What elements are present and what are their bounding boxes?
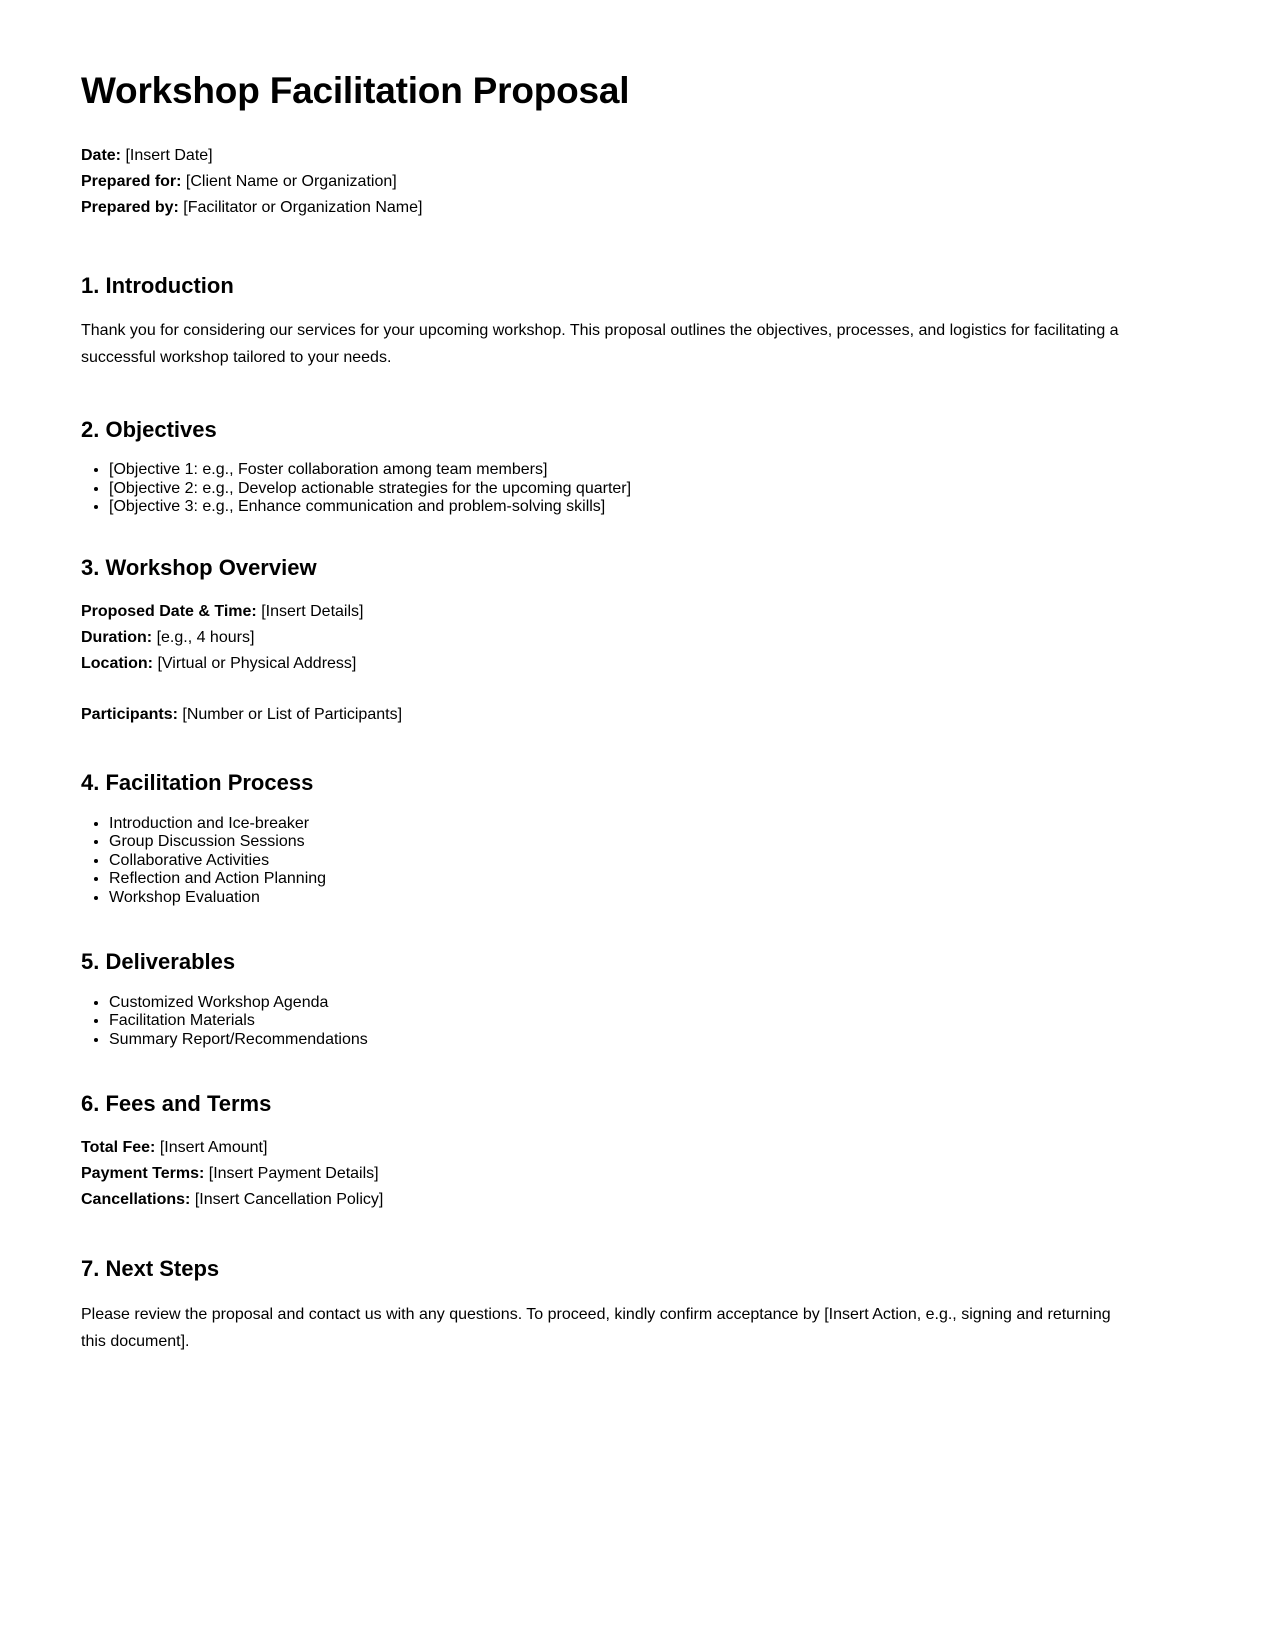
detail-value-proposed-date-time: [Insert Details] bbox=[261, 603, 364, 621]
detail-row-total-fee bbox=[81, 1135, 1182, 1161]
detail-label-location: Location: bbox=[81, 655, 153, 673]
metadata-row-prepared-for bbox=[81, 169, 1182, 195]
detail-label-proposed-date-time: Proposed Date & Time: bbox=[81, 603, 257, 621]
section-paragraph-introduction: Thank you for considering our services for your upcoming workshop. This proposal outlines the objectives, processes, and logistics for facilitating a successful workshop tailored to your needs. bbox=[81, 321, 1119, 366]
section-paragraph-next-steps: Please review the proposal and contact us with any questions. To proceed, kindly confirm acceptance by [Insert Action, e.g., signing and returning this document]. bbox=[81, 1305, 1111, 1350]
section-heading-introduction: 1. Introduction bbox=[81, 272, 234, 298]
fees-and-terms-details bbox=[81, 1135, 1182, 1213]
list-item: • Group Discussion Sessions bbox=[109, 833, 1182, 852]
section-heading-objectives: 2. Objectives bbox=[81, 416, 217, 442]
metadata-value-prepared-for: [Client Name or Organization] bbox=[185, 172, 397, 190]
detail-row-location bbox=[81, 651, 1182, 677]
detail-label-cancellations: Cancellations: bbox=[81, 1191, 191, 1209]
detail-value-participants: [Number or List of Participants] bbox=[182, 706, 403, 724]
detail-label-participants: Participants: bbox=[81, 706, 178, 724]
detail-label-total-fee: Total Fee: bbox=[81, 1139, 156, 1157]
facilitation-process-list bbox=[81, 815, 1182, 908]
metadata-value-date: [Insert Date] bbox=[125, 146, 213, 164]
detail-row-payment-terms bbox=[81, 1161, 1182, 1187]
list-item: • Summary Report/Recommendations bbox=[109, 1031, 1182, 1050]
workshop-overview-details bbox=[81, 599, 1182, 677]
list-item: • Customized Workshop Agenda bbox=[109, 994, 1182, 1013]
list-item: • Workshop Evaluation bbox=[109, 889, 1182, 908]
section-heading-facilitation-process: 4. Facilitation Process bbox=[81, 770, 314, 796]
list-item: • [Objective 1: e.g., Foster collaboration among team members] bbox=[109, 461, 1182, 480]
section-heading-next-steps: 7. Next Steps bbox=[81, 1256, 220, 1282]
detail-value-cancellations: [Insert Cancellation Policy] bbox=[194, 1191, 384, 1209]
metadata-label-prepared-by: Prepared by: bbox=[81, 198, 179, 216]
section-facilitation-process bbox=[81, 770, 1182, 907]
detail-row-proposed-date-time bbox=[81, 599, 1182, 625]
list-item: • Collaborative Activities bbox=[109, 852, 1182, 871]
detail-value-duration: [e.g., 4 hours] bbox=[156, 629, 255, 647]
section-objectives bbox=[81, 417, 1182, 517]
section-heading-workshop-overview: 3. Workshop Overview bbox=[81, 554, 317, 580]
metadata-label-prepared-for: Prepared for: bbox=[81, 172, 182, 190]
detail-label-duration: Duration: bbox=[81, 629, 153, 647]
document-metadata bbox=[81, 143, 1182, 221]
section-workshop-overview bbox=[81, 555, 1182, 728]
detail-row-cancellations bbox=[81, 1187, 1182, 1213]
section-introduction bbox=[81, 273, 1182, 371]
objectives-list bbox=[81, 461, 1182, 517]
list-item: • [Objective 2: e.g., Develop actionable strategies for the upcoming quarter] bbox=[109, 480, 1182, 499]
detail-value-payment-terms: [Insert Payment Details] bbox=[208, 1165, 379, 1183]
metadata-row-date bbox=[81, 143, 1182, 169]
deliverables-list bbox=[81, 994, 1182, 1050]
list-item: • [Objective 3: e.g., Enhance communication and problem-solving skills] bbox=[109, 498, 1182, 517]
metadata-value-prepared-by: [Facilitator or Organization Name] bbox=[183, 198, 423, 216]
page-trailing-space bbox=[81, 1401, 1182, 1651]
list-item: • Facilitation Materials bbox=[109, 1012, 1182, 1031]
metadata-row-prepared-by bbox=[81, 195, 1182, 221]
section-deliverables bbox=[81, 949, 1182, 1049]
detail-row-participants bbox=[81, 702, 1182, 728]
section-heading-fees-and-terms: 6. Fees and Terms bbox=[81, 1091, 272, 1116]
detail-label-payment-terms: Payment Terms: bbox=[81, 1165, 205, 1183]
section-heading-deliverables: 5. Deliverables bbox=[81, 949, 236, 975]
section-fees-and-terms bbox=[81, 1091, 1182, 1213]
list-item: • Introduction and Ice-breaker bbox=[109, 815, 1182, 834]
detail-row-duration bbox=[81, 625, 1182, 651]
metadata-label-date: Date: bbox=[81, 146, 122, 164]
list-item: • Reflection and Action Planning bbox=[109, 870, 1182, 889]
page-title: Workshop Facilitation Proposal bbox=[81, 70, 630, 111]
detail-value-location: [Virtual or Physical Address] bbox=[157, 655, 357, 673]
section-next-steps bbox=[81, 1256, 1182, 1354]
detail-value-total-fee: [Insert Amount] bbox=[159, 1139, 268, 1157]
